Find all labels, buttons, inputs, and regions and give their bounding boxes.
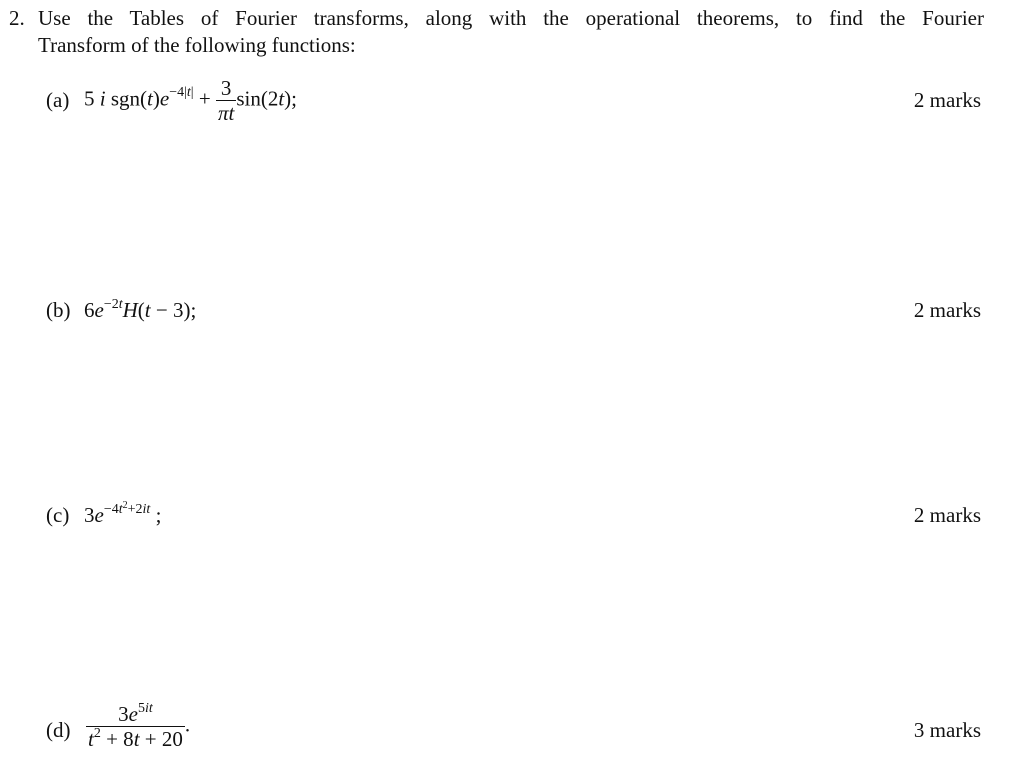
exponent-variable: t	[186, 85, 191, 101]
fraction-numerator: 3	[216, 76, 236, 101]
exponent	[138, 701, 153, 716]
marks-label: 3 marks	[913, 718, 981, 742]
exponent-variable: it	[142, 502, 151, 517]
exponent-part: −4	[103, 502, 119, 517]
variable-t: t	[133, 727, 140, 751]
exponent-part: −2	[103, 297, 119, 312]
fraction	[216, 76, 236, 125]
denominator-part: + 8	[100, 727, 134, 751]
imaginary-unit: i	[99, 86, 106, 111]
pi-symbol: π	[217, 101, 229, 125]
period: .	[184, 712, 191, 737]
part-d-expression	[86, 702, 190, 751]
marks-label: 2 marks	[913, 503, 981, 527]
exponent-part: |	[190, 85, 194, 101]
argument-open: (	[137, 298, 145, 322]
plus-sign: +	[198, 86, 211, 111]
exponent	[104, 502, 150, 517]
close-paren: )	[152, 86, 160, 111]
coefficient: 6	[84, 298, 95, 322]
variable-t: t	[144, 298, 151, 322]
question-intro-line-2: Transform of the following functions:	[38, 33, 356, 57]
part-label: (a)	[46, 88, 70, 112]
part-label: (b)	[46, 298, 71, 322]
question-number: 2.	[9, 6, 25, 30]
sine-close: );	[284, 86, 297, 111]
sine-function: sin(2	[236, 86, 279, 111]
variable-t: t	[228, 101, 235, 125]
part-label: (c)	[46, 503, 70, 527]
sgn-function: sgn(	[110, 86, 148, 111]
exponent	[104, 297, 123, 312]
exponent-variable: it	[144, 701, 153, 716]
exponent	[169, 85, 193, 100]
fraction-numerator	[86, 702, 185, 727]
fraction-denominator	[216, 101, 236, 125]
part-b	[0, 298, 1024, 328]
exponent-part: +2	[127, 502, 143, 517]
variable-t: t	[278, 86, 285, 111]
argument-close: − 3);	[150, 298, 197, 322]
marks-label: 2 marks	[913, 298, 981, 322]
coefficient: 5	[84, 86, 95, 111]
variable-t: t	[88, 727, 94, 751]
square: 2	[93, 726, 101, 741]
denominator-part: + 20	[139, 727, 183, 751]
coefficient: 3	[118, 702, 129, 726]
marks-label: 2 marks	[913, 88, 981, 112]
coefficient: 3	[84, 503, 95, 527]
exponent-variable: t	[118, 502, 123, 517]
variable-t: t	[147, 86, 153, 111]
part-a-expression	[84, 76, 297, 125]
semicolon: ;	[150, 503, 162, 527]
exponential-e: e	[159, 86, 170, 111]
heaviside-h: H	[122, 298, 138, 322]
part-a	[0, 76, 1024, 126]
exponent-part: −4|	[169, 85, 187, 101]
exponent-square: 2	[122, 500, 128, 511]
question-intro-line-1: Use the Tables of Fourier transforms, along with the operational theorems, to find the Fourier	[38, 6, 984, 30]
exponent-variable: t	[118, 297, 123, 312]
exponential-e: e	[94, 298, 104, 322]
part-c-expression	[84, 500, 162, 528]
fraction-denominator	[86, 727, 185, 751]
exponential-e: e	[128, 702, 138, 726]
exponential-e: e	[94, 503, 104, 527]
part-b-expression	[84, 298, 196, 323]
part-c	[0, 500, 1024, 533]
part-label: (d)	[46, 718, 71, 742]
exponent-part: 5	[137, 701, 145, 716]
part-d	[0, 700, 1024, 756]
fraction	[86, 702, 185, 751]
